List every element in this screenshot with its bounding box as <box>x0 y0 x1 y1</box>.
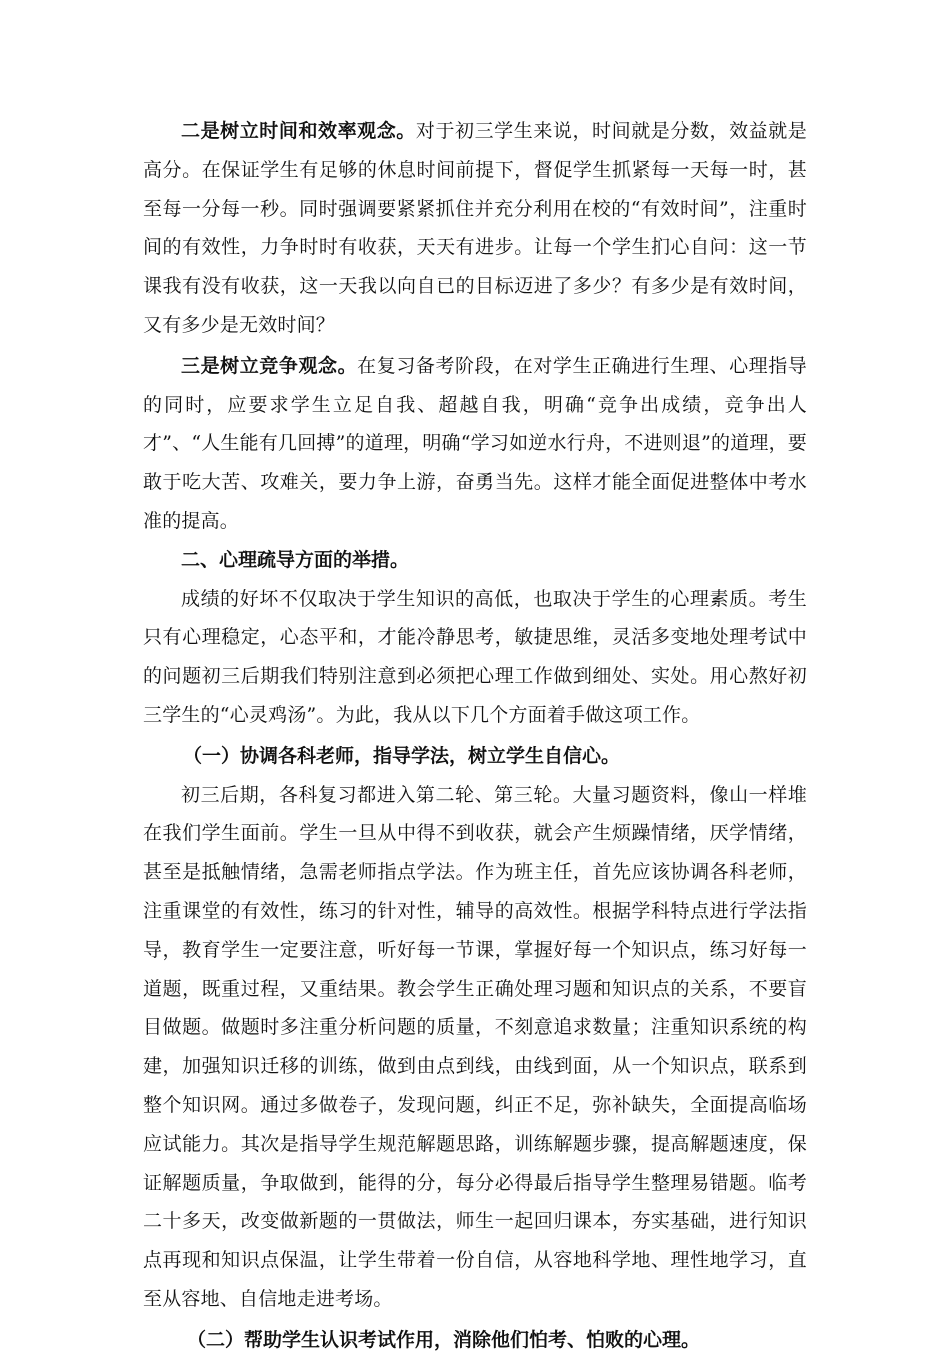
subsection-heading-2: （二）帮助学生认识考试作用，消除他们怕考、怕败的心理。 <box>187 1328 701 1351</box>
paragraph-lead: 三是树立竞争观念。 <box>181 354 358 377</box>
paragraph-text: 在复习备考阶段，在对学生正确进行生理、心理指导的同时，应要求学生立足自我、超越自我，明确“竞争出成绩，竞争出人才”、“人生能有几回搏”的道理，明确“学习如逆水行舟，不进则退”的道理，要敢于吃大苦、攻难关，要力争上游，奋勇当先。这样才能全面促进整体中考水准的提高。 <box>143 354 807 532</box>
section-heading-psychology: 二、心理疏导方面的举措。 <box>181 548 410 571</box>
paragraph-study-methods: 初三后期，各科复习都进入第二轮、第三轮。大量习题资料，像山一样堆在我们学生面前。学生一旦从中得不到收获，就会产生烦躁情绪，厌学情绪，甚至是抵触情绪，急需老师指点学法。作为班主任，首先应该协调各科老师，注重课堂的有效性，练习的针对性，辅导的高效性。根据学科特点进行学法指导，教育学生一定要注意，听好每一节课，掌握好每一个知识点，练习好每一道题，既重过程，又重结果。教会学生正确处理习题和知识点的关系，不要盲目做题。做题时多注重分析问题的质量，不刻意追求数量；注重知识系统的构建，加强知识迁移的训练，做到由点到线，由线到面，从一个知识点，联系到整个知识网。通过多做卷子，发现问题，纠正不足，弥补缺失，全面提高临场应试能力。其次是指导学生规范解题思路，训练解题步骤，提高解题速度，保证解题质量，争取做到，能得的分，每分必得最后指导学生整理易错题。临考二十多天，改变做新题的一贯做法，师生一起回归课本，夯实基础，进行知识点再现和知识点保温，让学生带着一份自信，从容地科学地、理性地学习，直至从容地、自信地走进考场。 <box>143 783 807 1310</box>
document-page <box>143 112 807 1360</box>
paragraph-competition <box>143 347 807 541</box>
paragraph-text: 对于初三学生来说，时间就是分数，效益就是高分。在保证学生有足够的休息时间前提下，督促学生抓紧每一天每一时，甚至每一分每一秒。同时强调要紧紧抓住并充分利用在校的“有效时间”，注重时间的有效性，力争时时有收获，天天有进步。让每一个学生扪心自问：这一节课我有没有收获，这一天我以向自已的目标迈进了多少？有多少是有效时间，又有多少是无效时间？ <box>143 120 807 336</box>
paragraph-lead: 二是树立时间和效率观念。 <box>181 120 416 142</box>
subsection-heading-1: （一）协调各科老师，指导学法，树立学生自信心。 <box>183 744 621 767</box>
paragraph-time-efficiency <box>143 112 807 345</box>
paragraph-psychology-intro: 成绩的好坏不仅取决于学生知识的高低，也取决于学生的心理素质。考生只有心理稳定，心态平和，才能冷静思考，敏捷思维，灵活多变地处理考试中的问题初三后期我们特别注意到必须把心理工作做到细处、实处。用心熬好初三学生的“心灵鸡汤”。为此，我从以下几个方面着手做这项工作。 <box>143 587 807 726</box>
